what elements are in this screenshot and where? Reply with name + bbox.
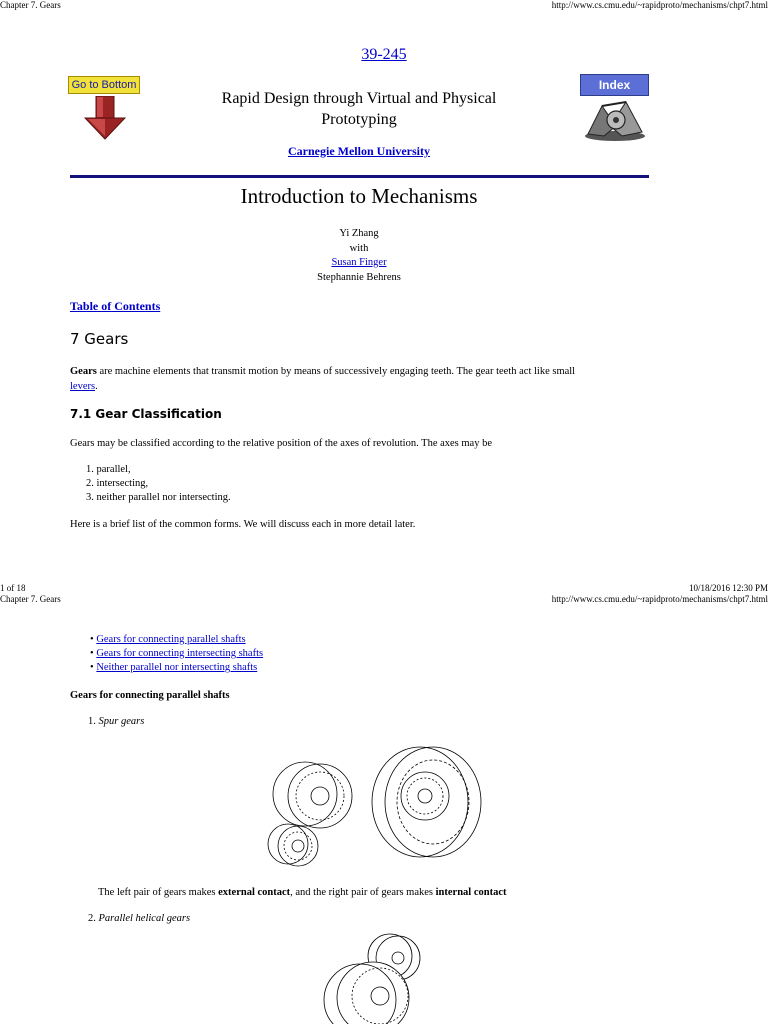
list-item: 3. neither parallel nor intersecting.: [86, 492, 231, 503]
spur-gears-illustration: [255, 744, 485, 879]
neither-shafts-link[interactable]: Neither parallel nor intersecting shafts: [96, 662, 258, 673]
parallel-shafts-link[interactable]: Gears for connecting parallel shafts: [96, 634, 246, 645]
intro-paragraph: [70, 364, 650, 394]
page2-header-title: Chapter 7. Gears: [0, 594, 61, 604]
spur-caption: The left pair of gears makes external contact, and the right pair of gears makes internal contact: [98, 887, 507, 898]
list-item: • Gears for connecting parallel shafts: [90, 634, 246, 645]
with-text: with: [349, 242, 369, 254]
course-title-line1: Rapid Design through Virtual and Physical: [221, 90, 497, 107]
index-button[interactable]: Index: [580, 74, 649, 96]
parallel-heading: Gears for connecting parallel shafts: [70, 690, 230, 701]
intersecting-shafts-link[interactable]: Gears for connecting intersecting shafts: [96, 648, 264, 659]
page-number: 1 of 18: [0, 583, 26, 593]
author-name: Yi Zhang: [339, 228, 379, 239]
axes-list: [86, 463, 231, 505]
spur-gears-item: 1. Spur gears: [88, 716, 145, 727]
intro-end: .: [95, 381, 98, 392]
list-item: 2. intersecting,: [86, 478, 149, 489]
intro-bold: Gears: [70, 366, 97, 377]
external-contact: external contact: [218, 887, 291, 898]
page2-header-url: http://www.cs.cmu.edu/~rapidproto/mechanisms/chpt7.html: [551, 594, 768, 604]
university-link[interactable]: Carnegie Mellon University: [288, 144, 430, 158]
helical-gears-illustration: [318, 930, 428, 1029]
page1-header-url: http://www.cs.cmu.edu/~rapidproto/mechanisms/chpt7.html: [551, 0, 768, 10]
list-item: • Gears for connecting intersecting shafts: [90, 648, 264, 659]
course-number-link[interactable]: 39-245: [361, 46, 407, 63]
course-title-line2: Prototyping: [321, 111, 397, 128]
gear-forms-list: [90, 633, 263, 675]
levers-link[interactable]: levers: [70, 381, 96, 392]
header-divider: [70, 175, 649, 178]
main-title: Introduction to Mechanisms: [240, 184, 478, 208]
page1-header-title: Chapter 7. Gears: [0, 0, 61, 10]
toc-link[interactable]: Table of Contents: [70, 299, 161, 313]
authors: [0, 227, 718, 285]
list-item: • Neither parallel nor intersecting shafts: [90, 662, 258, 673]
internal-contact: internal contact: [435, 887, 507, 898]
helical-gears-item: 2. Parallel helical gears: [88, 913, 191, 924]
coauthor-name: Stephannie Behrens: [317, 271, 401, 283]
go-to-bottom-button[interactable]: Go to Bottom: [68, 76, 140, 94]
chapter-heading: 7 Gears: [70, 330, 129, 348]
brief-list-text: Here is a brief list of the common forms. We will discuss each in more detail later.: [70, 519, 416, 530]
intro-text: are machine elements that transmit motion by means of successively engaging teeth. The gear teeth act like small: [96, 366, 576, 377]
print-datetime: 10/18/2016 12:30 PM: [688, 583, 768, 593]
classification-text: Gears may be classified according to the relative position of the axes of revolution. The axes may be: [70, 438, 492, 449]
course-title: [0, 88, 718, 130]
coauthor-link[interactable]: Susan Finger: [331, 257, 387, 268]
list-item: 1. parallel,: [86, 464, 131, 475]
section-heading: 7.1 Gear Classification: [70, 407, 222, 421]
